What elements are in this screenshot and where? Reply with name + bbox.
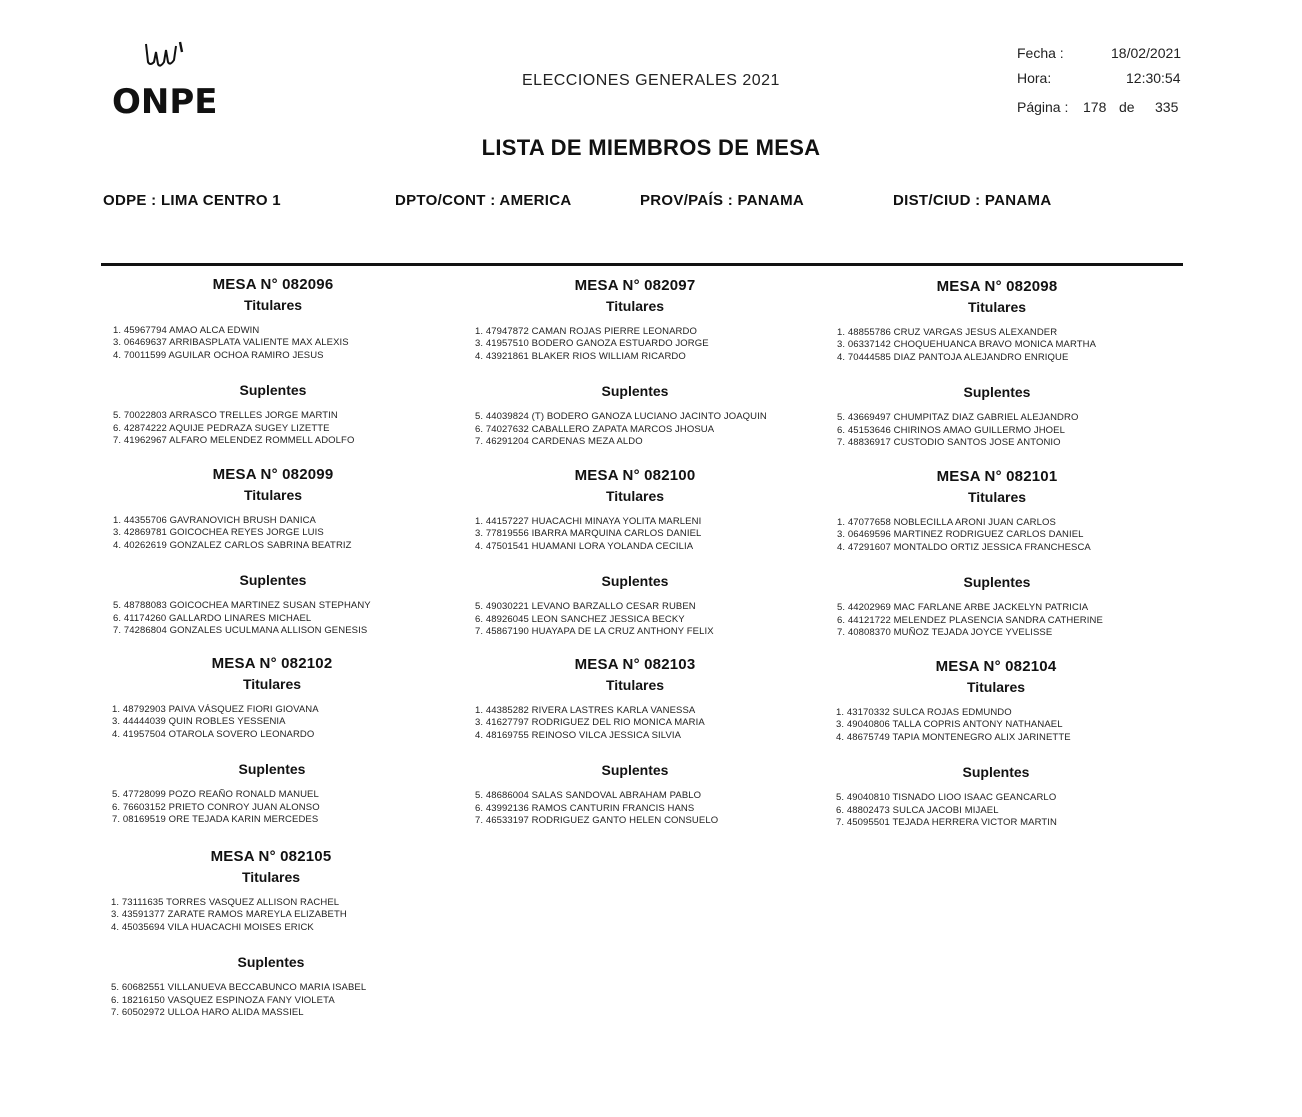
titulares-heading: Titulares xyxy=(605,488,665,504)
list-item: 5. 49040810 TISNADO LIOO ISAAC GEANCARLO xyxy=(836,792,1057,804)
suplentes-heading: Suplentes xyxy=(239,572,307,589)
hora-value: 12:30:54 xyxy=(1126,70,1181,86)
list-item: 6. 44121722 MELENDEZ PLASENCIA SANDRA CATHERINE xyxy=(837,614,1103,626)
list-item: 6. 45153646 CHIRINOS AMAO GUILLERMO JHOEL xyxy=(837,424,1065,436)
mesa-block xyxy=(103,466,443,637)
suplentes-list xyxy=(826,792,1166,829)
titulares-heading: Titulares xyxy=(605,298,665,314)
prov-field: PROV/PAÍS : PANAMA xyxy=(640,192,805,209)
list-item: 6. 48926045 LEON SANCHEZ JESSICA BECKY xyxy=(475,613,685,625)
list-item: 4. 43921861 BLAKER RIOS WILLIAM RICARDO xyxy=(475,350,686,362)
mesa-title: MESA N° 082096 xyxy=(212,276,334,293)
hora-label: Hora: xyxy=(1017,70,1052,86)
mesa-block xyxy=(103,276,443,447)
mesa-block xyxy=(827,468,1167,639)
suplentes-heading: Suplentes xyxy=(963,384,1031,401)
list-item: 6. 18216150 VASQUEZ ESPINOZA FANY VIOLETA xyxy=(111,994,335,1006)
page-title: LISTA DE MIEMBROS DE MESA xyxy=(481,135,821,160)
suplentes-heading: Suplentes xyxy=(239,382,307,399)
list-item: 3. 06469596 MARTINEZ RODRIGUEZ CARLOS DANIEL xyxy=(837,529,1084,541)
list-item: 1. 43170332 SULCA ROJAS EDMUNDO xyxy=(836,707,1012,718)
list-item: 7. 41962967 ALFARO MELENDEZ ROMMELL ADOLFO xyxy=(113,435,355,447)
list-item: 5. 44039824 (T) BODERO GANOZA LUCIANO JACINTO JOAQUIN xyxy=(475,411,767,423)
suplentes-heading: Suplentes xyxy=(601,762,669,779)
list-item: 3. 77819556 IBARRA MARQUINA CARLOS DANIEL xyxy=(475,528,702,540)
list-item: 4. 47501541 HUAMANI LORA YOLANDA CECILIA xyxy=(475,540,694,552)
titulares-list xyxy=(103,325,443,362)
titulares-heading: Titulares xyxy=(243,297,303,313)
titulares-list xyxy=(465,326,805,363)
list-item: 3. 49040806 TALLA COPRIS ANTONY NATHANAEL xyxy=(836,719,1063,731)
mesa-title: MESA N° 082098 xyxy=(936,278,1058,295)
list-item: 7. 08169519 ORE TEJADA KARIN MERCEDES xyxy=(112,814,319,826)
list-item: 1. 73111635 TORRES VASQUEZ ALLISON RACHEL xyxy=(111,897,340,908)
list-item: 4. 70444585 DIAZ PANTOJA ALEJANDRO ENRIQUE xyxy=(837,351,1069,363)
mesa-title: MESA N° 082104 xyxy=(935,658,1057,675)
titulares-heading: Titulares xyxy=(243,487,303,503)
mesa-block xyxy=(827,278,1167,449)
pagina-label: Página : xyxy=(1017,99,1069,115)
list-item: 1. 48792903 PAIVA VÁSQUEZ FIORI GIOVANA xyxy=(112,704,319,715)
list-item: 5. 44202969 MAC FARLANE ARBE JACKELYN PATRICIA xyxy=(837,602,1089,614)
suplentes-list xyxy=(827,412,1167,449)
list-item: 1. 45967794 AMAO ALCA EDWIN xyxy=(113,325,260,336)
list-item: 5. 70022803 ARRASCO TRELLES JORGE MARTIN xyxy=(113,410,338,422)
list-item: 3. 43591377 ZARATE RAMOS MAREYLA ELIZABETH xyxy=(111,909,347,921)
list-item: 6. 76603152 PRIETO CONROY JUAN ALONSO xyxy=(112,801,320,813)
mesa-title: MESA N° 082097 xyxy=(574,277,696,294)
onpe-logo xyxy=(112,38,232,128)
mesa-title: MESA N° 082105 xyxy=(210,848,332,865)
titulares-list xyxy=(103,515,443,552)
suplentes-list xyxy=(465,411,805,448)
titulares-list xyxy=(827,327,1167,364)
list-item: 4. 40262619 GONZALEZ CARLOS SABRINA BEATRIZ xyxy=(113,539,352,551)
list-item: 1. 47947872 CAMAN ROJAS PIERRE LEONARDO xyxy=(475,326,697,337)
mesa-block xyxy=(465,467,805,638)
suplentes-list xyxy=(465,790,805,827)
titulares-heading: Titulares xyxy=(967,299,1027,315)
odpe-field: ODPE : LIMA CENTRO 1 xyxy=(103,192,281,209)
list-item: 4. 48169755 REINOSO VILCA JESSICA SILVIA xyxy=(475,729,682,741)
list-item: 4. 70011599 AGUILAR OCHOA RAMIRO JESUS xyxy=(113,349,324,361)
titulares-heading: Titulares xyxy=(242,676,302,692)
list-item: 7. 45867190 HUAYAPA DE LA CRUZ ANTHONY FELIX xyxy=(475,626,714,638)
suplentes-heading: Suplentes xyxy=(238,761,306,778)
list-item: 7. 60502972 ULLOA HARO ALIDA MASSIEL xyxy=(111,1007,304,1019)
suplentes-heading: Suplentes xyxy=(237,954,305,971)
mesa-block xyxy=(826,658,1166,829)
list-item: 1. 48855786 CRUZ VARGAS JESUS ALEXANDER xyxy=(837,327,1058,338)
list-item: 1. 47077658 NOBLECILLA ARONI JUAN CARLOS xyxy=(837,517,1056,528)
logo-wordmark: ONPE xyxy=(112,82,218,122)
fecha-value: 18/02/2021 xyxy=(1111,45,1182,61)
dist-field: DIST/CIUD : PANAMA xyxy=(893,192,1052,209)
titulares-list xyxy=(827,517,1167,554)
list-item: 4. 48675749 TAPIA MONTENEGRO ALIX JARINETTE xyxy=(836,731,1071,743)
list-item: 3. 44444039 QUIN ROBLES YESSENIA xyxy=(112,716,286,728)
suplentes-list xyxy=(827,602,1167,639)
mesa-title: MESA N° 082103 xyxy=(574,656,696,673)
titulares-heading: Titulares xyxy=(605,677,665,693)
list-item: 6. 48802473 SULCA JACOBI MIJAEL xyxy=(836,804,999,816)
suplentes-heading: Suplentes xyxy=(601,383,669,400)
list-item: 4. 47291607 MONTALDO ORTIZ JESSICA FRANCHESCA xyxy=(837,541,1091,553)
list-item: 6. 42874222 AQUIJE PEDRAZA SUGEY LIZETTE xyxy=(113,422,330,434)
dpto-field: DPTO/CONT : AMERICA xyxy=(395,192,572,209)
titulares-heading: Titulares xyxy=(967,489,1027,505)
mesa-block xyxy=(102,655,442,826)
mesa-title: MESA N° 082100 xyxy=(574,467,696,484)
suplentes-list xyxy=(103,410,443,447)
suplentes-heading: Suplentes xyxy=(962,764,1030,781)
suplentes-list xyxy=(102,789,442,826)
list-item: 5. 47728099 POZO REAÑO RONALD MANUEL xyxy=(112,789,319,801)
titulares-heading: Titulares xyxy=(966,679,1026,695)
suplentes-list xyxy=(101,982,441,1019)
ballot-hand-icon xyxy=(142,38,192,72)
titulares-list xyxy=(465,516,805,553)
list-item: 3. 41957510 BODERO GANOZA ESTUARDO JORGE xyxy=(475,338,709,350)
list-item: 7. 40808370 MUÑOZ TEJADA JOYCE YVELISSE xyxy=(837,627,1053,639)
list-item: 3. 06469637 ARRIBASPLATA VALIENTE MAX ALEXIS xyxy=(113,337,349,349)
suplentes-heading: Suplentes xyxy=(601,573,669,590)
list-item: 3. 42869781 GOICOCHEA REYES JORGE LUIS xyxy=(113,527,324,539)
list-item: 5. 48788083 GOICOCHEA MARTINEZ SUSAN STEPHANY xyxy=(113,600,371,612)
list-item: 7. 48836917 CUSTODIO SANTOS JOSE ANTONIO xyxy=(837,437,1061,449)
mesa-block xyxy=(101,848,441,1019)
pagina-value: 178 xyxy=(1083,99,1107,115)
list-item: 4. 41957504 OTAROLA SOVERO LEONARDO xyxy=(112,728,315,740)
list-item: 1. 44385282 RIVERA LASTRES KARLA VANESSA xyxy=(475,705,696,716)
list-item: 3. 06337142 CHOQUEHUANCA BRAVO MONICA MARTHA xyxy=(837,339,1097,351)
suplentes-list xyxy=(465,601,805,638)
suplentes-heading: Suplentes xyxy=(963,574,1031,591)
suplentes-list xyxy=(103,600,443,637)
mesa-title: MESA N° 082101 xyxy=(936,468,1058,485)
list-item: 7. 74286804 GONZALES UCULMANA ALLISON GENESIS xyxy=(113,625,368,637)
list-item: 6. 41174260 GALLARDO LINARES MICHAEL xyxy=(113,612,312,624)
titulares-list xyxy=(101,897,441,934)
list-item: 7. 46533197 RODRIGUEZ GANTO HELEN CONSUELO xyxy=(475,815,719,827)
titulares-heading: Titulares xyxy=(241,869,301,885)
list-item: 5. 49030221 LEVANO BARZALLO CESAR RUBEN xyxy=(475,601,696,613)
fecha-label: Fecha : xyxy=(1017,45,1064,61)
mesa-title: MESA N° 082099 xyxy=(212,466,334,483)
list-item: 6. 74027632 CABALLERO ZAPATA MARCOS JHOSUA xyxy=(475,423,715,435)
election-title: ELECCIONES GENERALES 2021 xyxy=(522,72,780,89)
list-item: 1. 44157227 HUACACHI MINAYA YOLITA MARLENI xyxy=(475,516,702,527)
mesa-block xyxy=(465,277,805,448)
mesa-block xyxy=(465,656,805,827)
list-item: 7. 45095501 TEJADA HERRERA VICTOR MARTIN xyxy=(836,817,1058,829)
de-label: de xyxy=(1119,99,1135,115)
list-item: 3. 41627797 RODRIGUEZ DEL RIO MONICA MARIA xyxy=(475,717,705,729)
pagina-total: 335 xyxy=(1155,99,1179,115)
titulares-list xyxy=(465,705,805,742)
header-divider xyxy=(101,263,1183,266)
list-item: 7. 46291204 CARDENAS MEZA ALDO xyxy=(475,436,643,448)
list-item: 5. 43669497 CHUMPITAZ DIAZ GABRIEL ALEJANDRO xyxy=(837,412,1079,424)
list-item: 4. 45035694 VILA HUACACHI MOISES ERICK xyxy=(111,921,314,933)
list-item: 1. 44355706 GAVRANOVICH BRUSH DANICA xyxy=(113,515,316,526)
list-item: 6. 43992136 RAMOS CANTURIN FRANCIS HANS xyxy=(475,802,695,814)
titulares-list xyxy=(826,707,1166,744)
list-item: 5. 48686004 SALAS SANDOVAL ABRAHAM PABLO xyxy=(475,790,702,802)
list-item: 5. 60682551 VILLANUEVA BECCABUNCO MARIA ISABEL xyxy=(111,982,367,994)
mesa-title: MESA N° 082102 xyxy=(211,655,333,672)
titulares-list xyxy=(102,704,442,741)
